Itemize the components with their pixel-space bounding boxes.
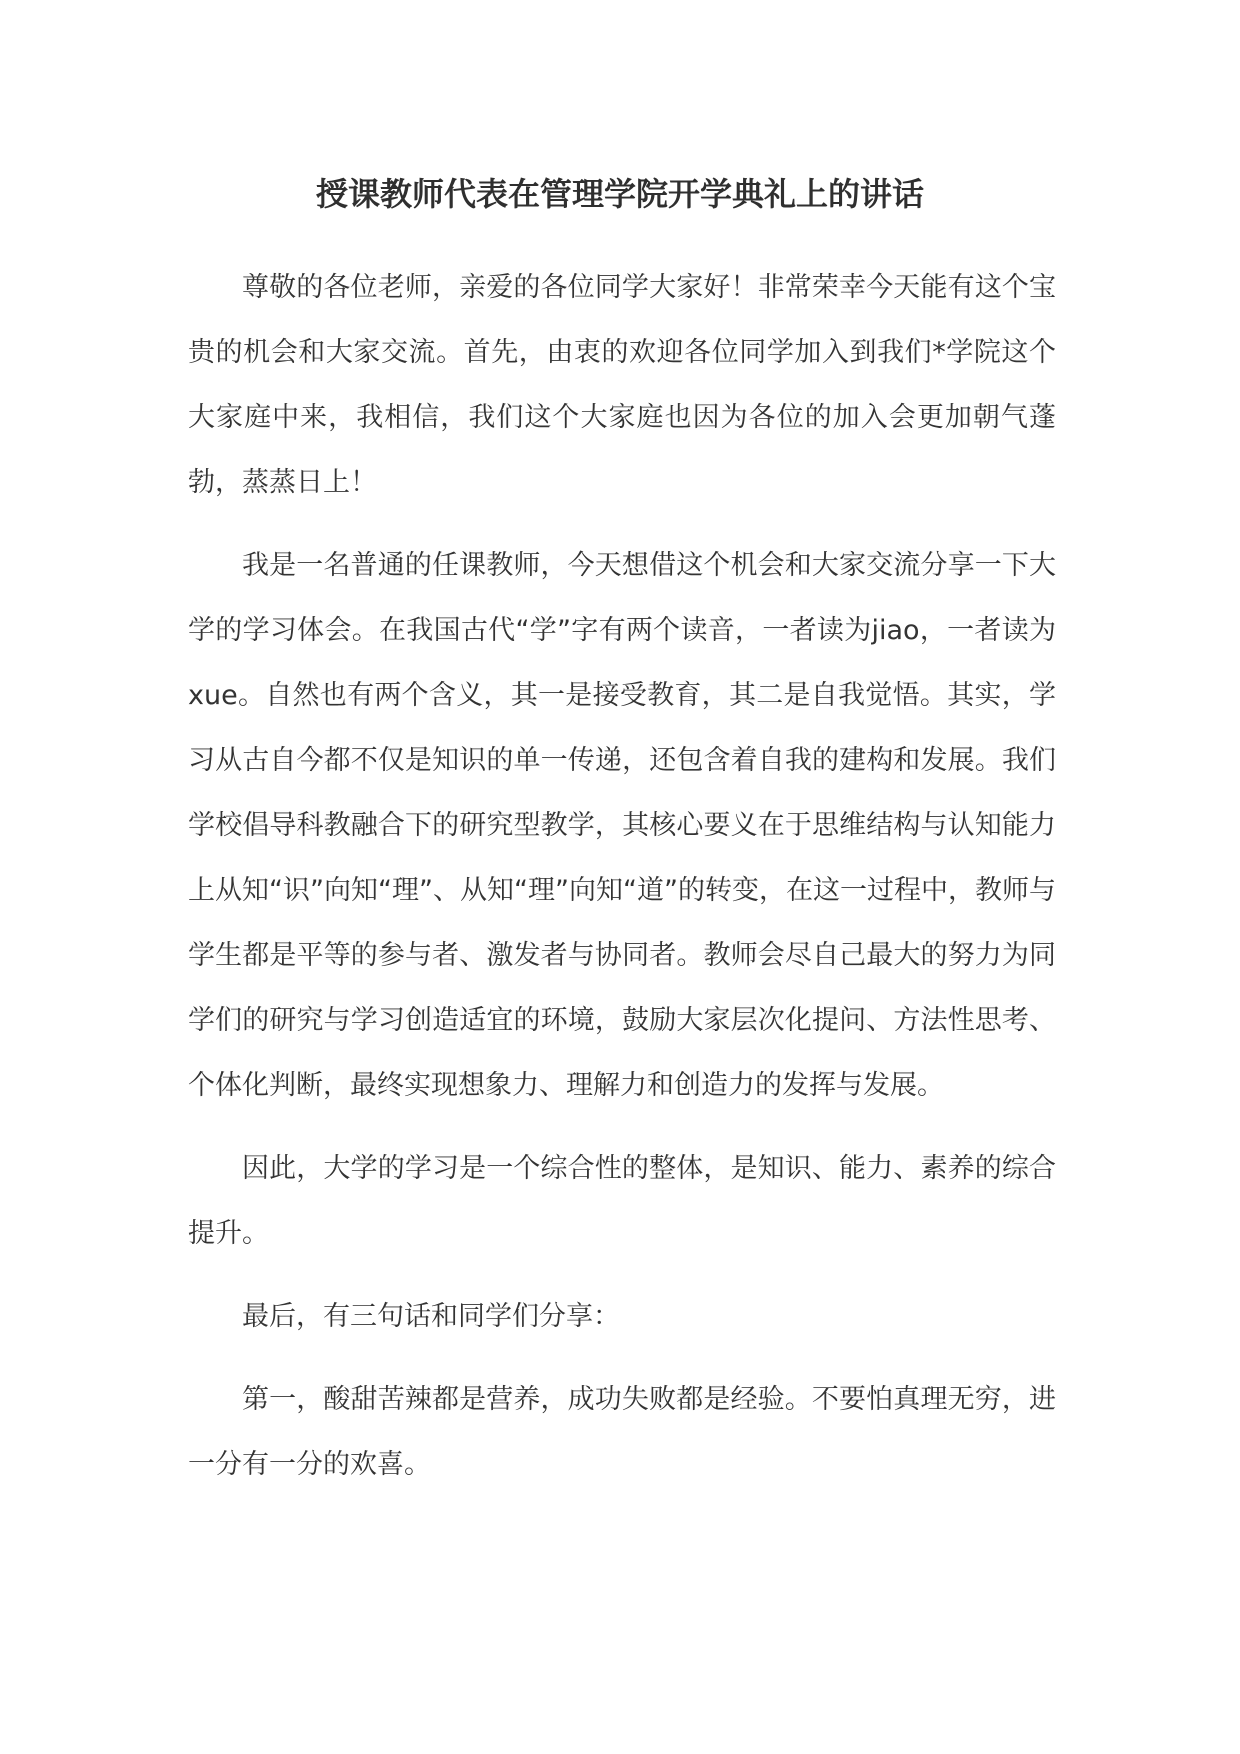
paragraph-greeting: 尊敬的各位老师，亲爱的各位同学大家好！非常荣幸今天能有这个宝贵的机会和大家交流。首先，由衷的欢迎各位同学加入到我们*学院这个大家庭中来，我相信，我们这个大家庭也因为各位的加入会更加朝气蓬勃，蒸蒸日上！ <box>188 272 1056 498</box>
document-title: 授课教师代表在管理学院开学典礼上的讲话 <box>315 175 924 213</box>
paragraph-conclusion: 因此，大学的学习是一个综合性的整体，是知识、能力、素养的综合提升。 <box>188 1153 1056 1249</box>
paragraph-closing-intro: 最后，有三句话和同学们分享： <box>242 1301 620 1332</box>
paragraph-learning-experience: 我是一名普通的任课教师，今天想借这个机会和大家交流分享一下大学的学习体会。在我国古代“学”字有两个读音，一者读为jiao，一者读为xue。自然也有两个含义，其一是接受教育，其二是自我觉悟。其实，学习从古自今都不仅是知识的单一传递，还包含着自我的建构和发展。我们学校倡导科教融合下的研究型教学，其核心要义在于思维结构与认知能力上从知“识”向知“理”、从知“理”向知“道”的转变，在这一过程中，教师与学生都是平等的参与者、激发者与协同者。教师会尽自己最大的努力为同学们的研究与学习创造适宜的环境，鼓励大家层次化提问、方法性思考、个体化判断，最终实现想象力、理解力和创造力的发挥与发展。 <box>188 550 1056 1101</box>
paragraph-first-point: 第一，酸甜苦辣都是营养，成功失败都是经验。不要怕真理无穷，进一分有一分的欢喜。 <box>188 1384 1056 1480</box>
document-body <box>188 255 1056 1515</box>
